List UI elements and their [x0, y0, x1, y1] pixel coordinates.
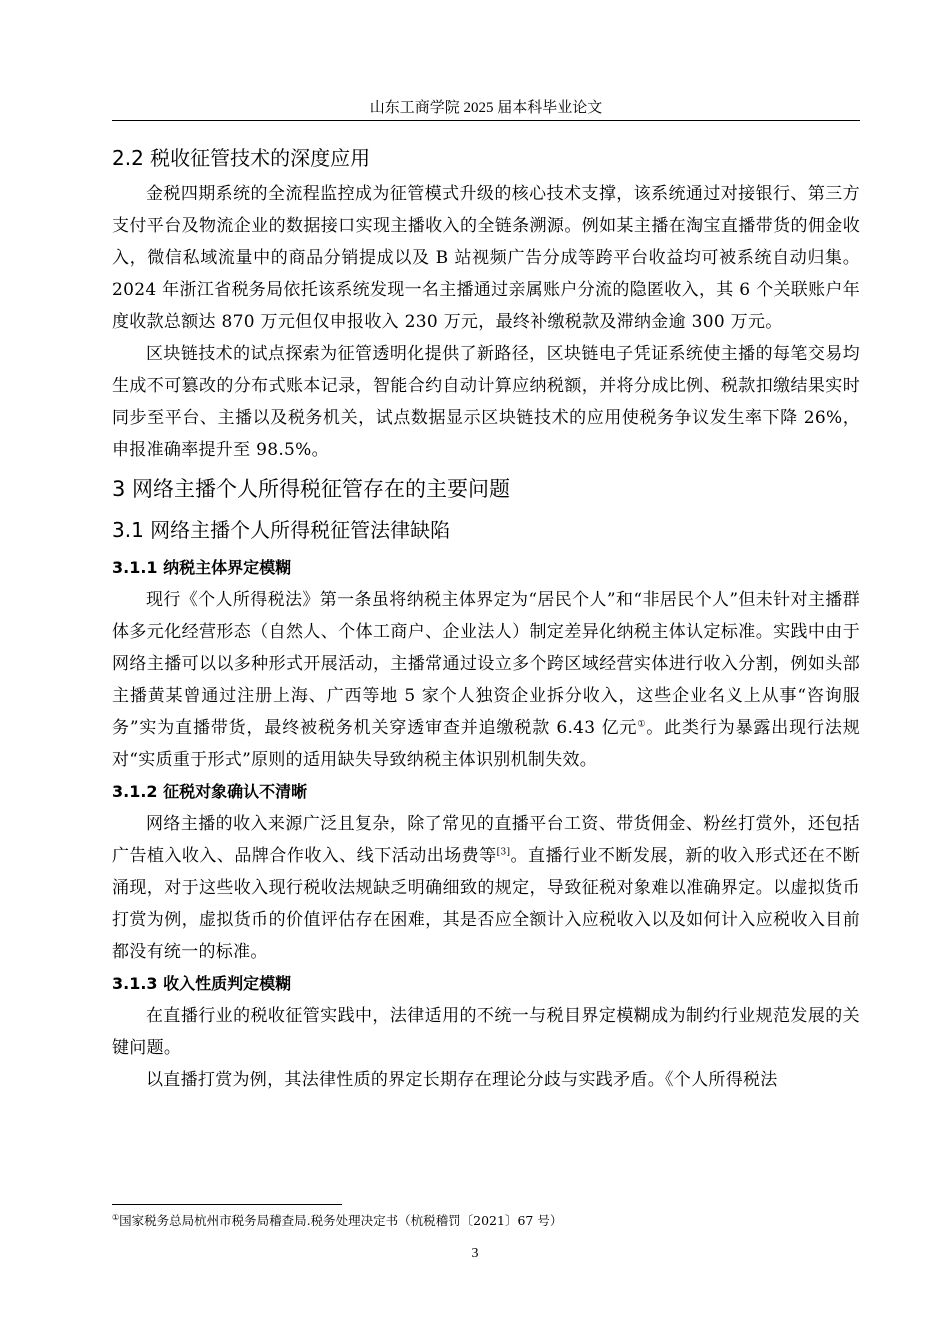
paragraph-blockchain: 区块链技术的试点探索为征管透明化提供了新路径，区块链电子凭证系统使主播的每笔交易均生成不可篡改的分布式账本记录，智能合约自动计算应纳税额，并将分成比例、税款扣缴结果实时同步至平台、主播以及税务机关，试点数据显示区块链技术的应用使税务争议发生率下降 26%，申报准确率提升至 98.5%。 [112, 344, 860, 460]
header-rule [112, 120, 860, 121]
footnote [112, 1212, 562, 1230]
footnote-rule [112, 1204, 342, 1205]
section-heading-3-1: 3.1 网络主播个人所得税征管法律缺陷 [112, 518, 451, 542]
paragraph-taxable-object [112, 808, 860, 968]
page-number: 3 [471, 1246, 479, 1261]
main-content [112, 138, 860, 1096]
paragraph-income-nature: 在直播行业的税收征管实践中，法律适用的不统一与税目界定模糊成为制约行业规范发展的关键问题。 [112, 1006, 860, 1058]
text-run: 网络主播的收入来源广泛且复杂，除了常见的直播平台工资、带货佣金、粉丝打赏外，还包括广告植入收入、品牌合作收入、线下活动出场费等 [112, 814, 860, 866]
text-run: 。直播行业不断发展，新的收入形式还在不断涌现，对于这些收入现行税收法规缺乏明确细致的规定，导致征税对象难以准确界定。以虚拟货币打赏为例，虚拟货币的价值评估存在困难，其是否应全额计入应税收入以及如何计入应税收入目前都没有统一的标准。 [112, 846, 860, 962]
subsection-heading-3-1-3: 3.1.3 收入性质判定模糊 [112, 974, 292, 993]
chapter-heading-3: 3 网络主播个人所得税征管存在的主要问题 [112, 477, 511, 501]
footnote-reference: ① [637, 719, 647, 730]
subsection-heading-3-1-1: 3.1.1 纳税主体界定模糊 [112, 558, 292, 577]
text-run: 。此类行为暴露出现行法规对“实质重于形式”原则的适用缺失导致纳税主体识别机制失效。 [112, 718, 861, 770]
footnote-text: 国家税务总局杭州市税务局稽查局.税务处理决定书（杭税稽罚〔2021〕67 号） [119, 1213, 563, 1228]
paragraph-taxpayer-definition [112, 584, 860, 776]
footnote-mark: ① [112, 1212, 120, 1222]
paragraph-tipping-example: 以直播打赏为例，其法律性质的界定长期存在理论分歧与实践矛盾。《个人所得税法 [146, 1070, 778, 1090]
text-run: 现行《个人所得税法》第一条虽将纳税主体界定为“居民个人”和“非居民个人”但未针对主播群体多元化经营形态（自然人、个体工商户、企业法人）制定差异化纳税主体认定标准。实践中由于网络主播可以以多种形式开展活动，主播常通过设立多个跨区域经营实体进行收入分割，例如头部主播黄某曾通过注册上海、广西等地 5 家个人独资企业拆分收入，这些企业名义上从事“咨询服务”实为直播带货，最终被税务机关穿透审查并追缴税款 6.43 亿元 [112, 590, 860, 738]
running-header: 山东工商学院 2025 届本科毕业论文 [369, 100, 603, 116]
subsection-heading-3-1-2: 3.1.2 征税对象确认不清晰 [112, 782, 308, 801]
paragraph-golden-tax: 金税四期系统的全流程监控成为征管模式升级的核心技术支撑，该系统通过对接银行、第三方支付平台及物流企业的数据接口实现主播收入的全链条溯源。例如某主播在淘宝直播带货的佣金收入，微信私域流量中的商品分销提成以及 B 站视频广告分成等跨平台收益均可被系统自动归集。2024 年浙江省税务局依托该系统发现一名主播通过亲属账户分流的隐匿收入，其 6 个关联账户年度收款总额达 870 万元但仅申报收入 230 万元，最终补缴税款及滞纳金逾 300 万元。 [112, 184, 860, 332]
citation-reference: [3] [496, 847, 511, 858]
section-heading-2-2: 2.2 税收征管技术的深度应用 [112, 146, 371, 170]
